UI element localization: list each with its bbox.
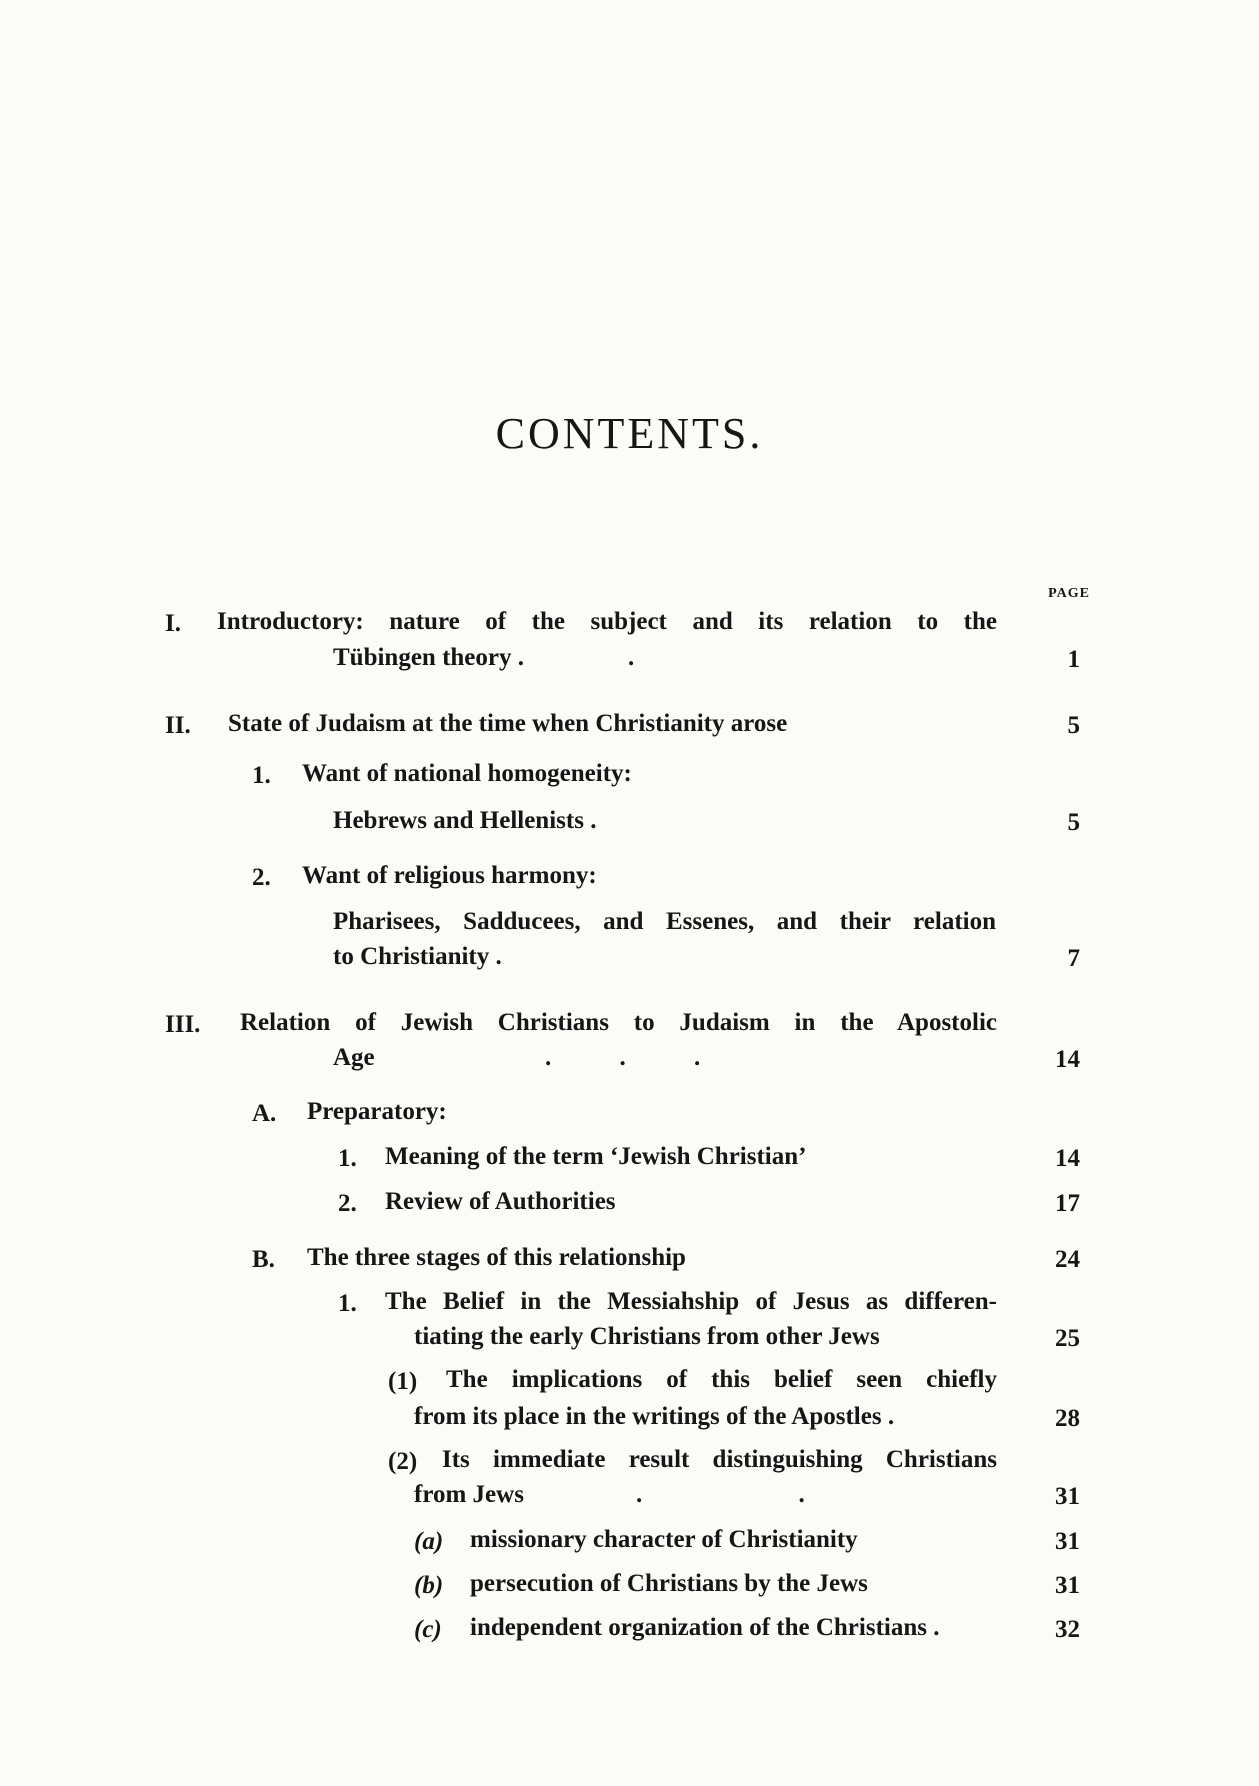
page-column-header: PAGE [1048, 586, 1090, 601]
entry-label: 1. [252, 762, 271, 789]
toc-entry-line: Relation of Jewish Christians to Judaism in the Apostolic [240, 1009, 997, 1036]
toc-entry-line: persecution of Christians by the Jews [470, 1570, 868, 1597]
page-number: 14 [1055, 1145, 1080, 1172]
toc-entry-line: Introductory: nature of the subject and its relation to the [217, 608, 997, 635]
leader-dots: . . . [545, 1044, 701, 1071]
toc-entry-line: Review of Authorities [385, 1188, 616, 1215]
toc-entry-line: from Jews [414, 1481, 524, 1508]
toc-entry-line: Want of national homogeneity: [302, 760, 632, 787]
entry-label: (b) [414, 1572, 444, 1599]
page-number: 24 [1055, 1246, 1080, 1273]
entry-label: (c) [414, 1616, 442, 1643]
toc-entry-line: Age [333, 1044, 375, 1071]
page-number: 31 [1055, 1528, 1080, 1555]
entry-label: (a) [414, 1528, 444, 1555]
toc-entry-line: Hebrews and Hellenists . [333, 807, 597, 834]
toc-entry-line: The Belief in the Messiahship of Jesus as differen- [385, 1288, 997, 1315]
toc-entry-line: Tübingen theory . [333, 644, 525, 671]
page-number: 7 [1067, 945, 1080, 972]
entry-label: B. [252, 1246, 275, 1273]
entry-label: (2) [388, 1448, 418, 1475]
toc-entry-line: Pharisees, Sadducees, and Essenes, and their relation [333, 908, 996, 935]
entry-label: 2. [252, 864, 271, 891]
entry-label: 2. [338, 1190, 357, 1217]
page-number: 5 [1067, 809, 1080, 836]
toc-entry-line: missionary character of Christianity [470, 1526, 858, 1553]
page-number: 5 [1067, 712, 1080, 739]
toc-entry-line: tiating the early Christians from other Jews [414, 1323, 880, 1350]
entry-label: 1. [338, 1290, 357, 1317]
leader-dots: . [628, 644, 635, 671]
page-number: 31 [1055, 1572, 1080, 1599]
toc-entry-line: Meaning of the term ‘Jewish Christian’ [385, 1143, 807, 1170]
toc-entry-line: The three stages of this relationship [307, 1244, 686, 1271]
page-title: CONTENTS. [495, 409, 764, 458]
page-number: 25 [1055, 1325, 1080, 1352]
page-number: 32 [1055, 1616, 1080, 1643]
toc-entry-line: Want of religious harmony: [302, 862, 597, 889]
entry-label: III. [165, 1011, 201, 1038]
toc-entry-line: from its place in the writings of the Apostles . [414, 1403, 895, 1430]
toc-entry-line: State of Judaism at the time when Christianity arose [228, 710, 788, 737]
toc-entry-line: to Christianity . [333, 943, 502, 970]
entry-label: A. [252, 1100, 277, 1127]
toc-entry-line: Its immediate result distinguishing Christians [442, 1446, 997, 1473]
entry-label: II. [165, 712, 191, 739]
page-number: 14 [1055, 1046, 1080, 1073]
entry-label: I. [165, 610, 181, 637]
leader-dots: . . [636, 1481, 805, 1508]
entry-label: 1. [338, 1145, 357, 1172]
toc-entry-line: Preparatory: [307, 1098, 447, 1125]
toc-entry-line: independent organization of the Christians . [470, 1614, 940, 1641]
page-number: 31 [1055, 1483, 1080, 1510]
page-number: 17 [1055, 1190, 1080, 1217]
page-number: 1 [1067, 646, 1080, 673]
entry-label: (1) [388, 1368, 418, 1395]
page-number: 28 [1055, 1405, 1080, 1432]
toc-entry-line: The implications of this belief seen chiefly [446, 1366, 997, 1393]
